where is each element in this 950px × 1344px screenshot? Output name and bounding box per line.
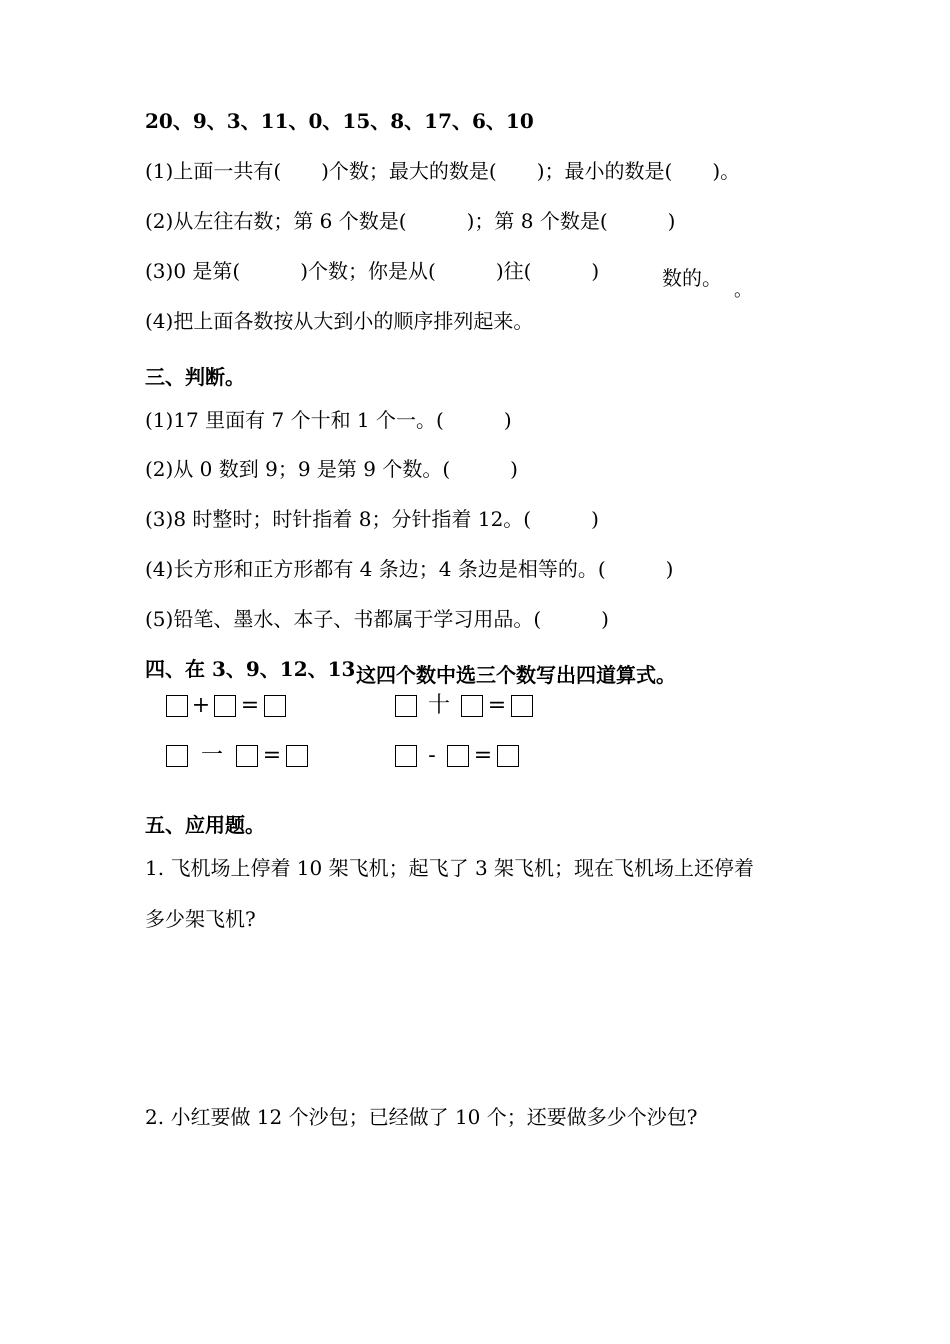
equals-sign: = [240, 693, 260, 718]
equals-sign: = [262, 743, 282, 768]
answer-box[interactable] [236, 745, 258, 767]
answer-box[interactable] [461, 695, 483, 717]
answer-box[interactable] [166, 695, 188, 717]
formula-4 [395, 744, 519, 768]
answer-box[interactable] [447, 745, 469, 767]
answer-box[interactable] [286, 745, 308, 767]
question-1-2: (2)从左往右数；第 6 个数是( )；第 8 个数是( ) [145, 209, 676, 233]
problem-1-line-2: 多少架飞机? [145, 907, 256, 931]
formula-2 [395, 694, 533, 718]
problem-1-line-1: 1. 飞机场上停着 10 架飞机；起飞了 3 架飞机；现在飞机场上还停着 [145, 856, 755, 880]
answer-box[interactable] [511, 695, 533, 717]
answer-box[interactable] [166, 745, 188, 767]
plus-sign: + [191, 693, 211, 718]
answer-box[interactable] [497, 745, 519, 767]
question-1-3: (3)0 是第( )个数；你是从( )往( ) [145, 259, 600, 283]
equals-sign: = [487, 693, 507, 718]
plus-sign: 十 [427, 693, 450, 718]
question-1-4: (4)把上面各数按从大到小的顺序排列起来。 [145, 309, 534, 333]
problem-2: 2. 小红要做 12 个沙包；已经做了 10 个；还要做多少个沙包? [145, 1105, 698, 1129]
minus-sign: - [428, 743, 436, 768]
equals-sign: = [473, 743, 493, 768]
question-1-3-tail: 数的。 [662, 266, 722, 290]
section-4-title-a: 四、在 3、9、12、13 [145, 657, 356, 681]
judge-item-1: (1)17 里面有 7 个十和 1 个一。( ) [145, 408, 512, 432]
judge-item-2: (2)从 0 数到 9；9 是第 9 个数。( ) [145, 457, 518, 481]
judge-item-3: (3)8 时整时；时针指着 8；分针指着 12。( ) [145, 507, 599, 531]
answer-box[interactable] [395, 745, 417, 767]
section-4-title-b: 这四个数中选三个数写出四道算式。 [356, 663, 676, 687]
answer-box[interactable] [395, 695, 417, 717]
answer-box[interactable] [264, 695, 286, 717]
question-1-3-tail-period: 。 [734, 280, 752, 301]
numbers-line: 20、9、3、11、0、15、8、17、6、10 [145, 109, 534, 133]
judge-item-4: (4)长方形和正方形都有 4 条边；4 条边是相等的。( ) [145, 557, 674, 581]
judge-item-5: (5)铅笔、墨水、本子、书都属于学习用品。( ) [145, 607, 609, 631]
section-5-title: 五、应用题。 [145, 813, 265, 837]
formula-1 [166, 694, 286, 718]
section-3-title: 三、判断。 [145, 365, 245, 389]
formula-3 [166, 744, 308, 768]
question-1-1: (1)上面一共有( )个数；最大的数是( )；最小的数是( )。 [145, 159, 741, 183]
minus-sign: 一 [200, 743, 223, 768]
answer-box[interactable] [214, 695, 236, 717]
